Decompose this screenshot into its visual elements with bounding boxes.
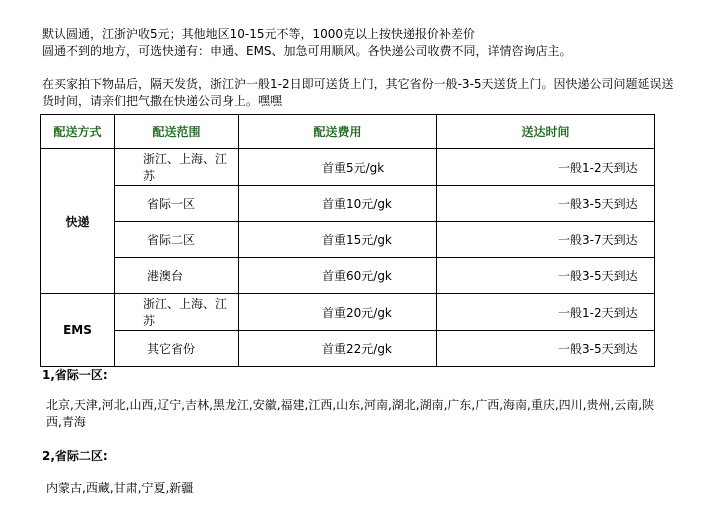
table-header-row [41,115,655,149]
time-cell: 一般3-5天到达 [437,186,655,222]
zone2-province-list: 内蒙古,西藏,甘肃,宁夏,新疆 [46,481,194,495]
fee-cell: 首重10元/gk [239,186,437,222]
table-row [41,149,655,186]
range-cell: 港澳台 [115,258,239,294]
time-cell: 一般3-7天到达 [437,222,655,258]
header-method: 配送方式 [41,115,115,149]
table-row [41,258,655,294]
range-cell: 浙江、上海、江苏 [115,294,239,331]
header-range: 配送范围 [115,115,239,149]
fee-cell: 首重5元/gk [239,149,437,186]
time-cell: 一般1-2天到达 [437,294,655,331]
method-express: 快递 [41,149,115,294]
fee-cell: 首重20元/gk [239,294,437,331]
fee-cell: 首重60元/gk [239,258,437,294]
intro-line-delivery-time: 在买家拍下物品后，隔天发货，浙江沪一般1-2日即可送货上门，其它省份一般-3-5天送货上门。因快递公司问题延误送货时间，请亲们把气撒在快递公司身上。嘿嘿 [42,77,674,108]
zone2-title: 2,省际二区: [42,449,108,463]
fee-cell: 首重15元/gk [239,222,437,258]
fee-cell: 首重22元/gk [239,331,437,367]
table-row [41,186,655,222]
header-time: 送达时间 [437,115,655,149]
header-fee: 配送费用 [239,115,437,149]
table-row [41,222,655,258]
intro-text [42,26,682,110]
table-row [41,294,655,331]
shipping-table [40,114,655,367]
time-cell: 一般3-5天到达 [437,331,655,367]
range-cell: 浙江、上海、江苏 [115,149,239,186]
intro-line-courier-options: 圆通不到的地方，可选快递有：申通、EMS、加急可用顺风。各快递公司收费不同，详情咨询店主。 [42,44,572,58]
zone1-province-list: 北京,天津,河北,山西,辽宁,吉林,黑龙江,安徽,福建,江西,山东,河南,湖北,湖南,广东,广西,海南,重庆,四川,贵州,云南,陕西,青海 [46,398,655,429]
time-cell: 一般3-5天到达 [437,258,655,294]
method-ems: EMS [41,294,115,367]
intro-line-shipping-fee: 默认圆通，江浙沪收5元；其他地区10-15元不等，1000克以上按快递报价补差价 [42,27,476,41]
time-cell: 一般1-2天到达 [437,149,655,186]
range-cell: 省际一区 [115,186,239,222]
range-cell: 省际二区 [115,222,239,258]
zone1-title: 1,省际一区: [42,368,108,382]
range-cell: 其它省份 [115,331,239,367]
table-row [41,331,655,367]
